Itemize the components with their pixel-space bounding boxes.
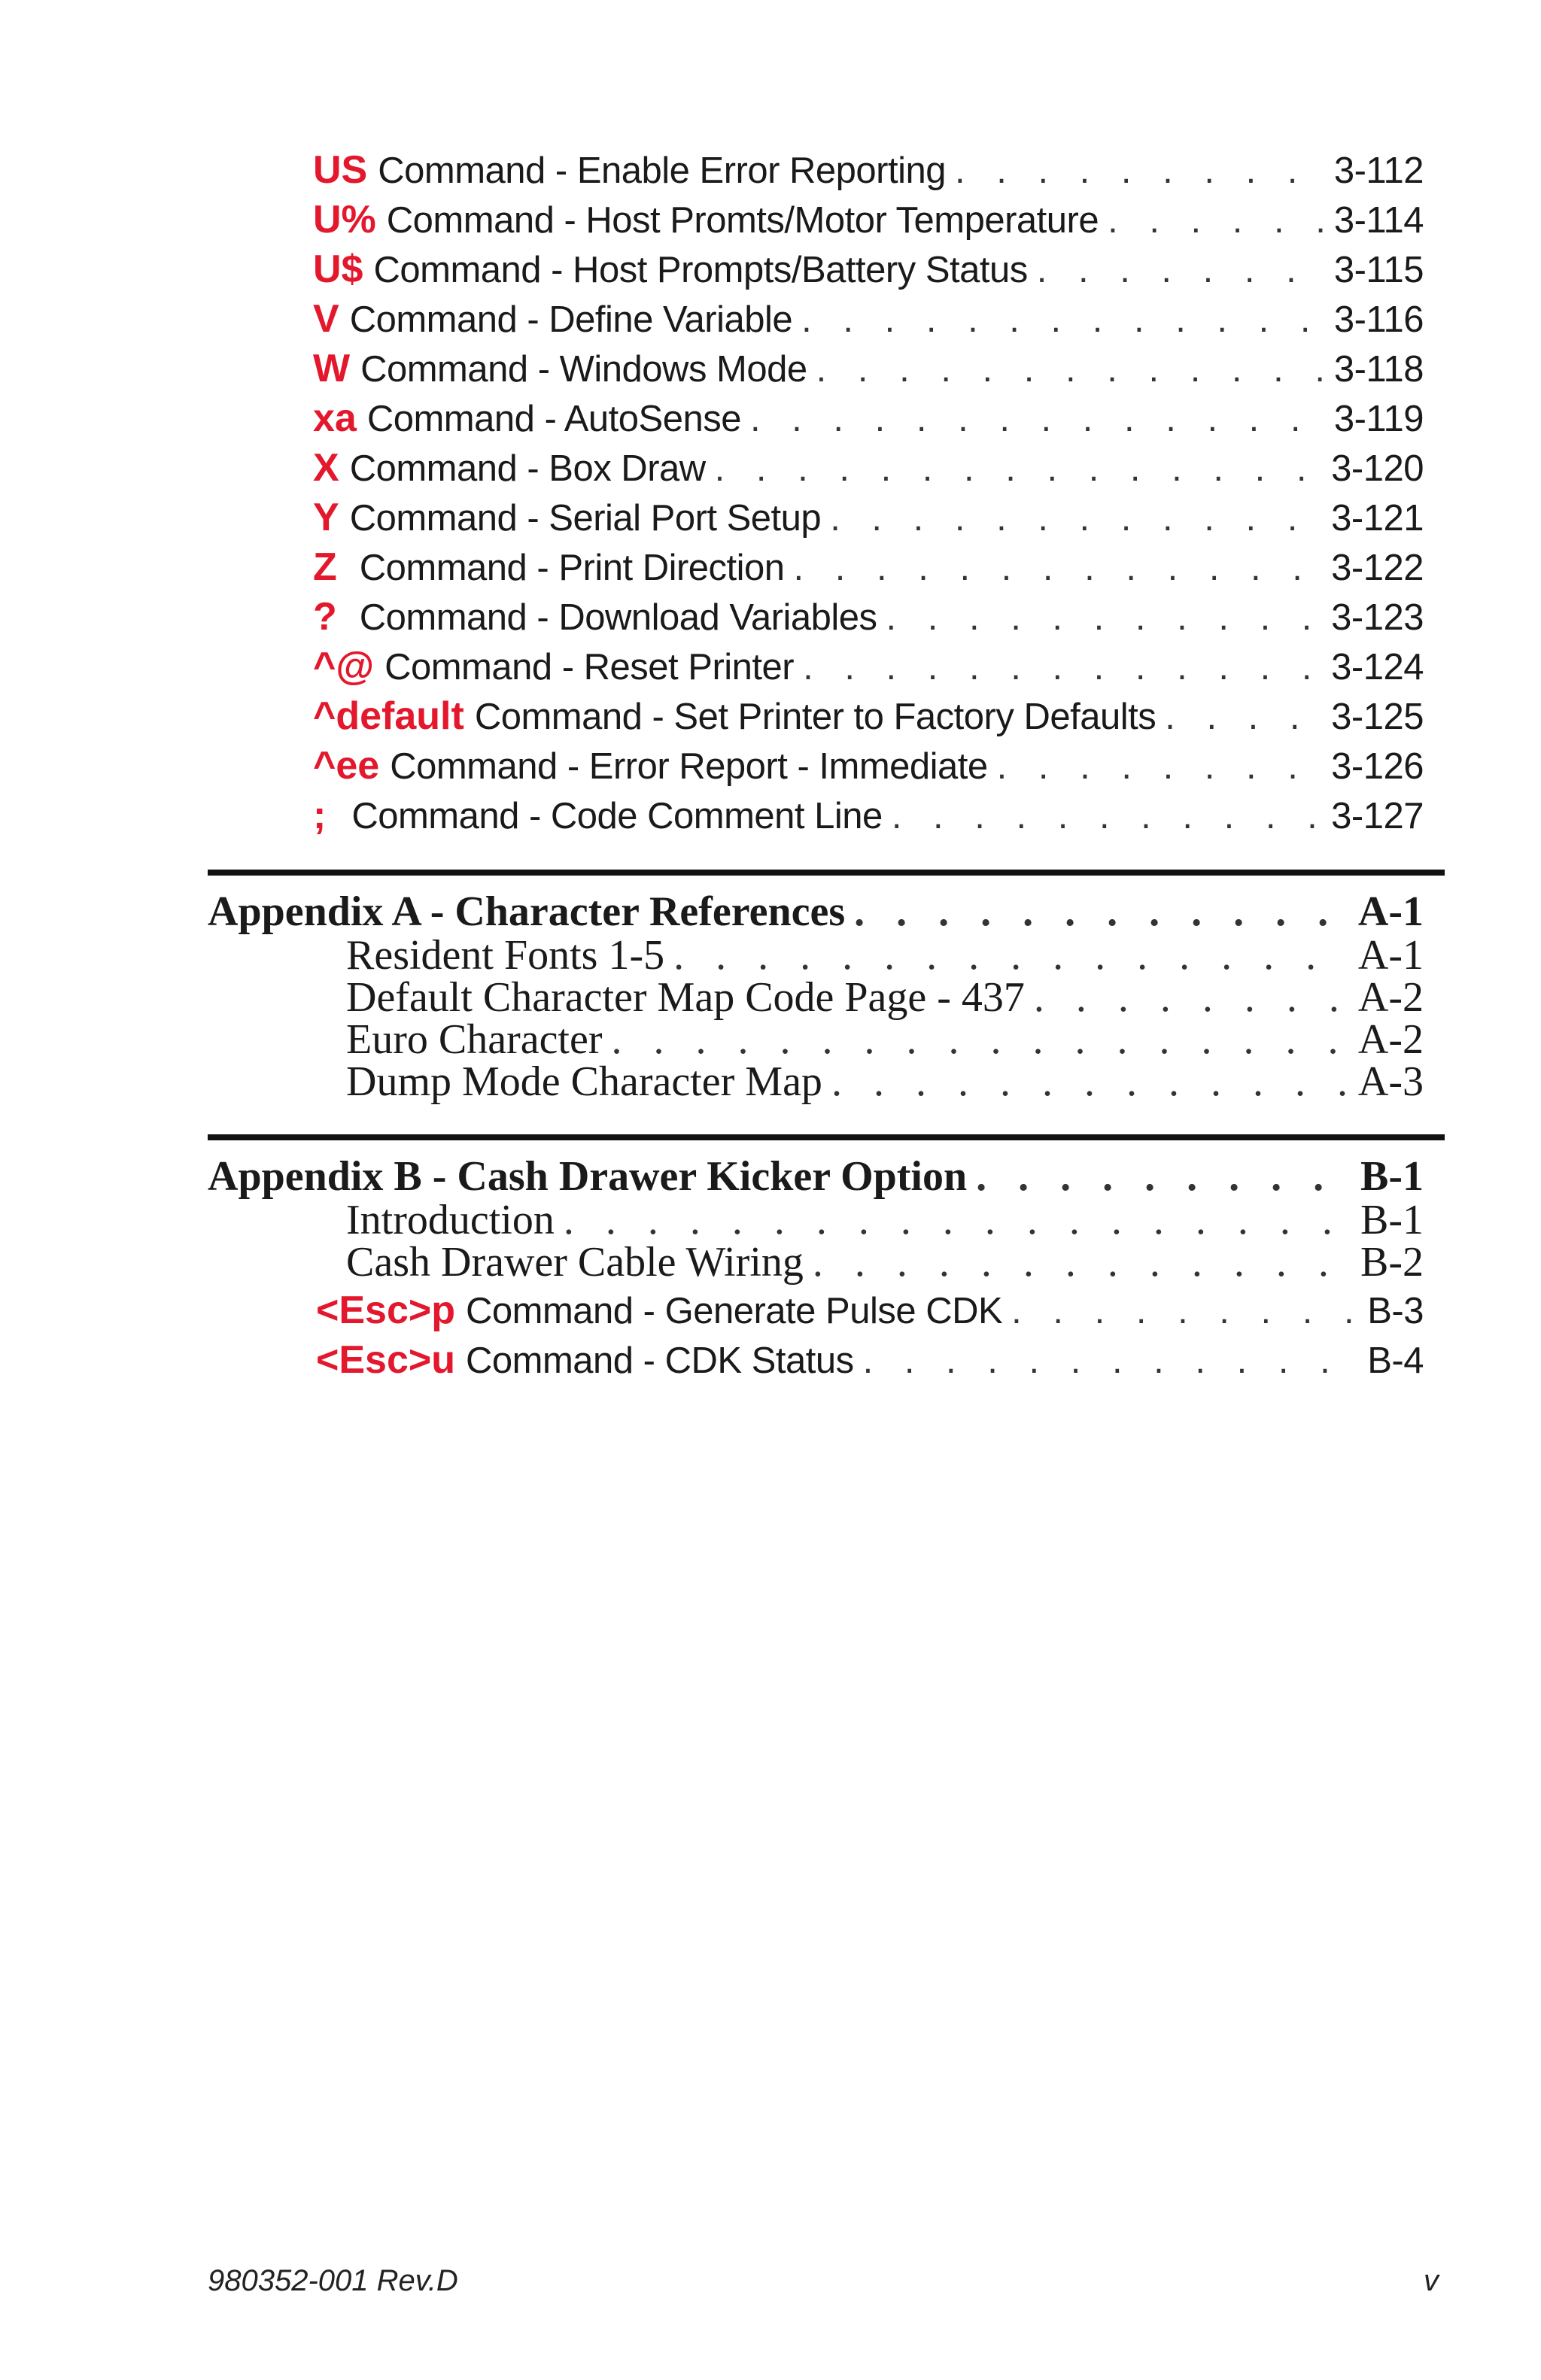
document-number: 980352-001 Rev.D [208,2264,458,2297]
toc-entry[interactable] [316,1288,1424,1333]
dot-leader [886,597,1323,639]
entry-title: Command - Windows Mode [360,349,807,390]
page-number: 3-125 [1331,697,1424,737]
command-keyword: <Esc>u [316,1338,456,1382]
page-number: 3-112 [1333,150,1424,191]
toc-subentry[interactable] [346,973,1424,1021]
dot-leader [564,1196,1351,1244]
page-number: A-2 [1357,974,1424,1021]
entry-title: Command - Error Report - Immediate [390,746,988,787]
page-number: 3-126 [1331,746,1424,787]
toc-entry[interactable] [313,594,1424,639]
dot-leader [611,1015,1348,1064]
entry-title: Command - Generate Pulse CDK [466,1291,1003,1331]
page-number: B-1 [1360,1197,1424,1243]
command-keyword: ^@ [313,645,375,688]
dot-leader [831,1058,1349,1106]
page-number: 3-124 [1331,647,1424,688]
dot-leader [1011,1290,1358,1332]
dot-leader [1034,973,1349,1022]
appendix-title: Appendix A - Character References [208,888,846,935]
dot-leader [1108,199,1325,241]
entry-title: Command - Box Draw [349,448,706,489]
page-number: 3-115 [1333,250,1424,290]
page-number: B-1 [1360,1153,1424,1200]
command-keyword: Y [313,496,339,539]
page-number: 3-127 [1331,796,1424,836]
entry-title: Cash Drawer Cable Wiring [346,1239,804,1286]
page-number: 3-122 [1331,548,1424,588]
command-keyword: ^default [313,694,464,738]
dot-leader [715,448,1323,490]
command-keyword: X [313,446,339,490]
toc-entry[interactable] [313,793,1424,838]
toc-entry[interactable] [313,743,1424,788]
dot-leader [997,745,1323,788]
entry-title: Command - Host Promts/Motor Temperature [386,200,1099,241]
dot-leader [803,646,1322,688]
entry-title: Introduction [346,1197,555,1243]
entry-title: Command - Serial Port Setup [349,498,822,539]
toc-entry[interactable] [313,644,1424,689]
dot-leader [892,795,1322,837]
toc-entry[interactable] [313,346,1424,391]
dot-leader [863,1340,1359,1382]
dot-leader [794,547,1323,589]
dot-leader [813,1238,1351,1286]
toc-subentry[interactable] [346,1015,1424,1061]
toc-entry[interactable] [313,147,1424,193]
page-number: 3-116 [1333,299,1424,340]
page-number: 3-114 [1333,200,1424,241]
toc-entry[interactable] [313,445,1424,490]
entry-title: Default Character Map Code Page - 437 [346,974,1025,1021]
toc-subentry[interactable] [346,1238,1424,1286]
entry-title: Command - Print Direction [359,548,785,588]
toc-entry[interactable] [313,197,1424,242]
dot-leader [673,931,1349,979]
command-keyword: U% [313,198,376,241]
dot-leader [801,299,1325,341]
entry-title: Command - Set Printer to Factory Defaults [474,697,1157,737]
dot-leader [830,497,1322,539]
entry-title: Command - Define Variable [349,299,793,340]
toc-entry[interactable] [313,694,1424,739]
entry-title: Command - Reset Printer [384,647,795,688]
command-keyword: <Esc>p [316,1289,456,1332]
page-number: A-1 [1357,888,1424,935]
entry-title: Command - AutoSense [366,399,741,439]
entry-title: Command - CDK Status [466,1340,854,1381]
page-number: A-3 [1357,1058,1424,1105]
dot-leader [854,888,1349,936]
appendix-title: Appendix B - Cash Drawer Kicker Option [208,1153,968,1200]
dot-leader [816,348,1325,390]
entry-title: Dump Mode Character Map [346,1058,822,1105]
page-number: B-4 [1367,1340,1424,1381]
toc-subentry[interactable] [346,1196,1424,1241]
toc-entry[interactable] [313,495,1424,540]
section-divider [208,1134,1445,1140]
page-number: A-1 [1357,932,1424,979]
page-number: B-3 [1367,1291,1424,1331]
command-keyword: US [313,148,368,192]
toc-entry[interactable] [316,1337,1424,1383]
toc-subentry[interactable] [346,931,1424,979]
toc-entry[interactable] [313,396,1424,441]
section-divider [208,870,1445,876]
command-keyword: Z [313,545,337,589]
command-keyword: ; [313,794,327,837]
toc-entry[interactable] [313,247,1424,292]
command-keyword: V [313,297,339,341]
appendix-b-heading[interactable] [208,1152,1424,1198]
toc-entry[interactable] [313,545,1424,590]
page-number: A-2 [1357,1016,1424,1063]
toc-subentry[interactable] [346,1058,1424,1103]
dot-leader [955,150,1325,192]
command-keyword: U$ [313,247,363,291]
dot-leader [1165,696,1322,738]
command-keyword: W [313,347,351,390]
entry-title: Command - Code Comment Line [351,796,883,836]
appendix-a-heading[interactable] [208,888,1424,933]
page-number: 3-118 [1333,349,1424,390]
page-number-roman: v [1424,2264,1439,2297]
dot-leader [976,1152,1351,1201]
page-number: 3-120 [1331,448,1424,489]
command-keyword: ? [313,595,337,639]
entry-title: Command - Download Variables [359,597,877,638]
entry-title: Resident Fonts 1-5 [346,932,665,979]
page-number: 3-121 [1331,498,1424,539]
page-number: B-2 [1360,1239,1424,1286]
page-number: 3-119 [1333,399,1424,439]
page-number: 3-123 [1331,597,1424,638]
entry-title: Command - Enable Error Reporting [378,150,946,191]
toc-entry[interactable] [313,296,1424,342]
entry-title: Euro Character [346,1016,603,1063]
command-keyword: ^ee [313,744,380,788]
dot-leader [1037,249,1325,291]
entry-title: Command - Host Prompts/Battery Status [373,250,1028,290]
dot-leader [750,398,1325,440]
command-keyword: xa [313,396,357,440]
